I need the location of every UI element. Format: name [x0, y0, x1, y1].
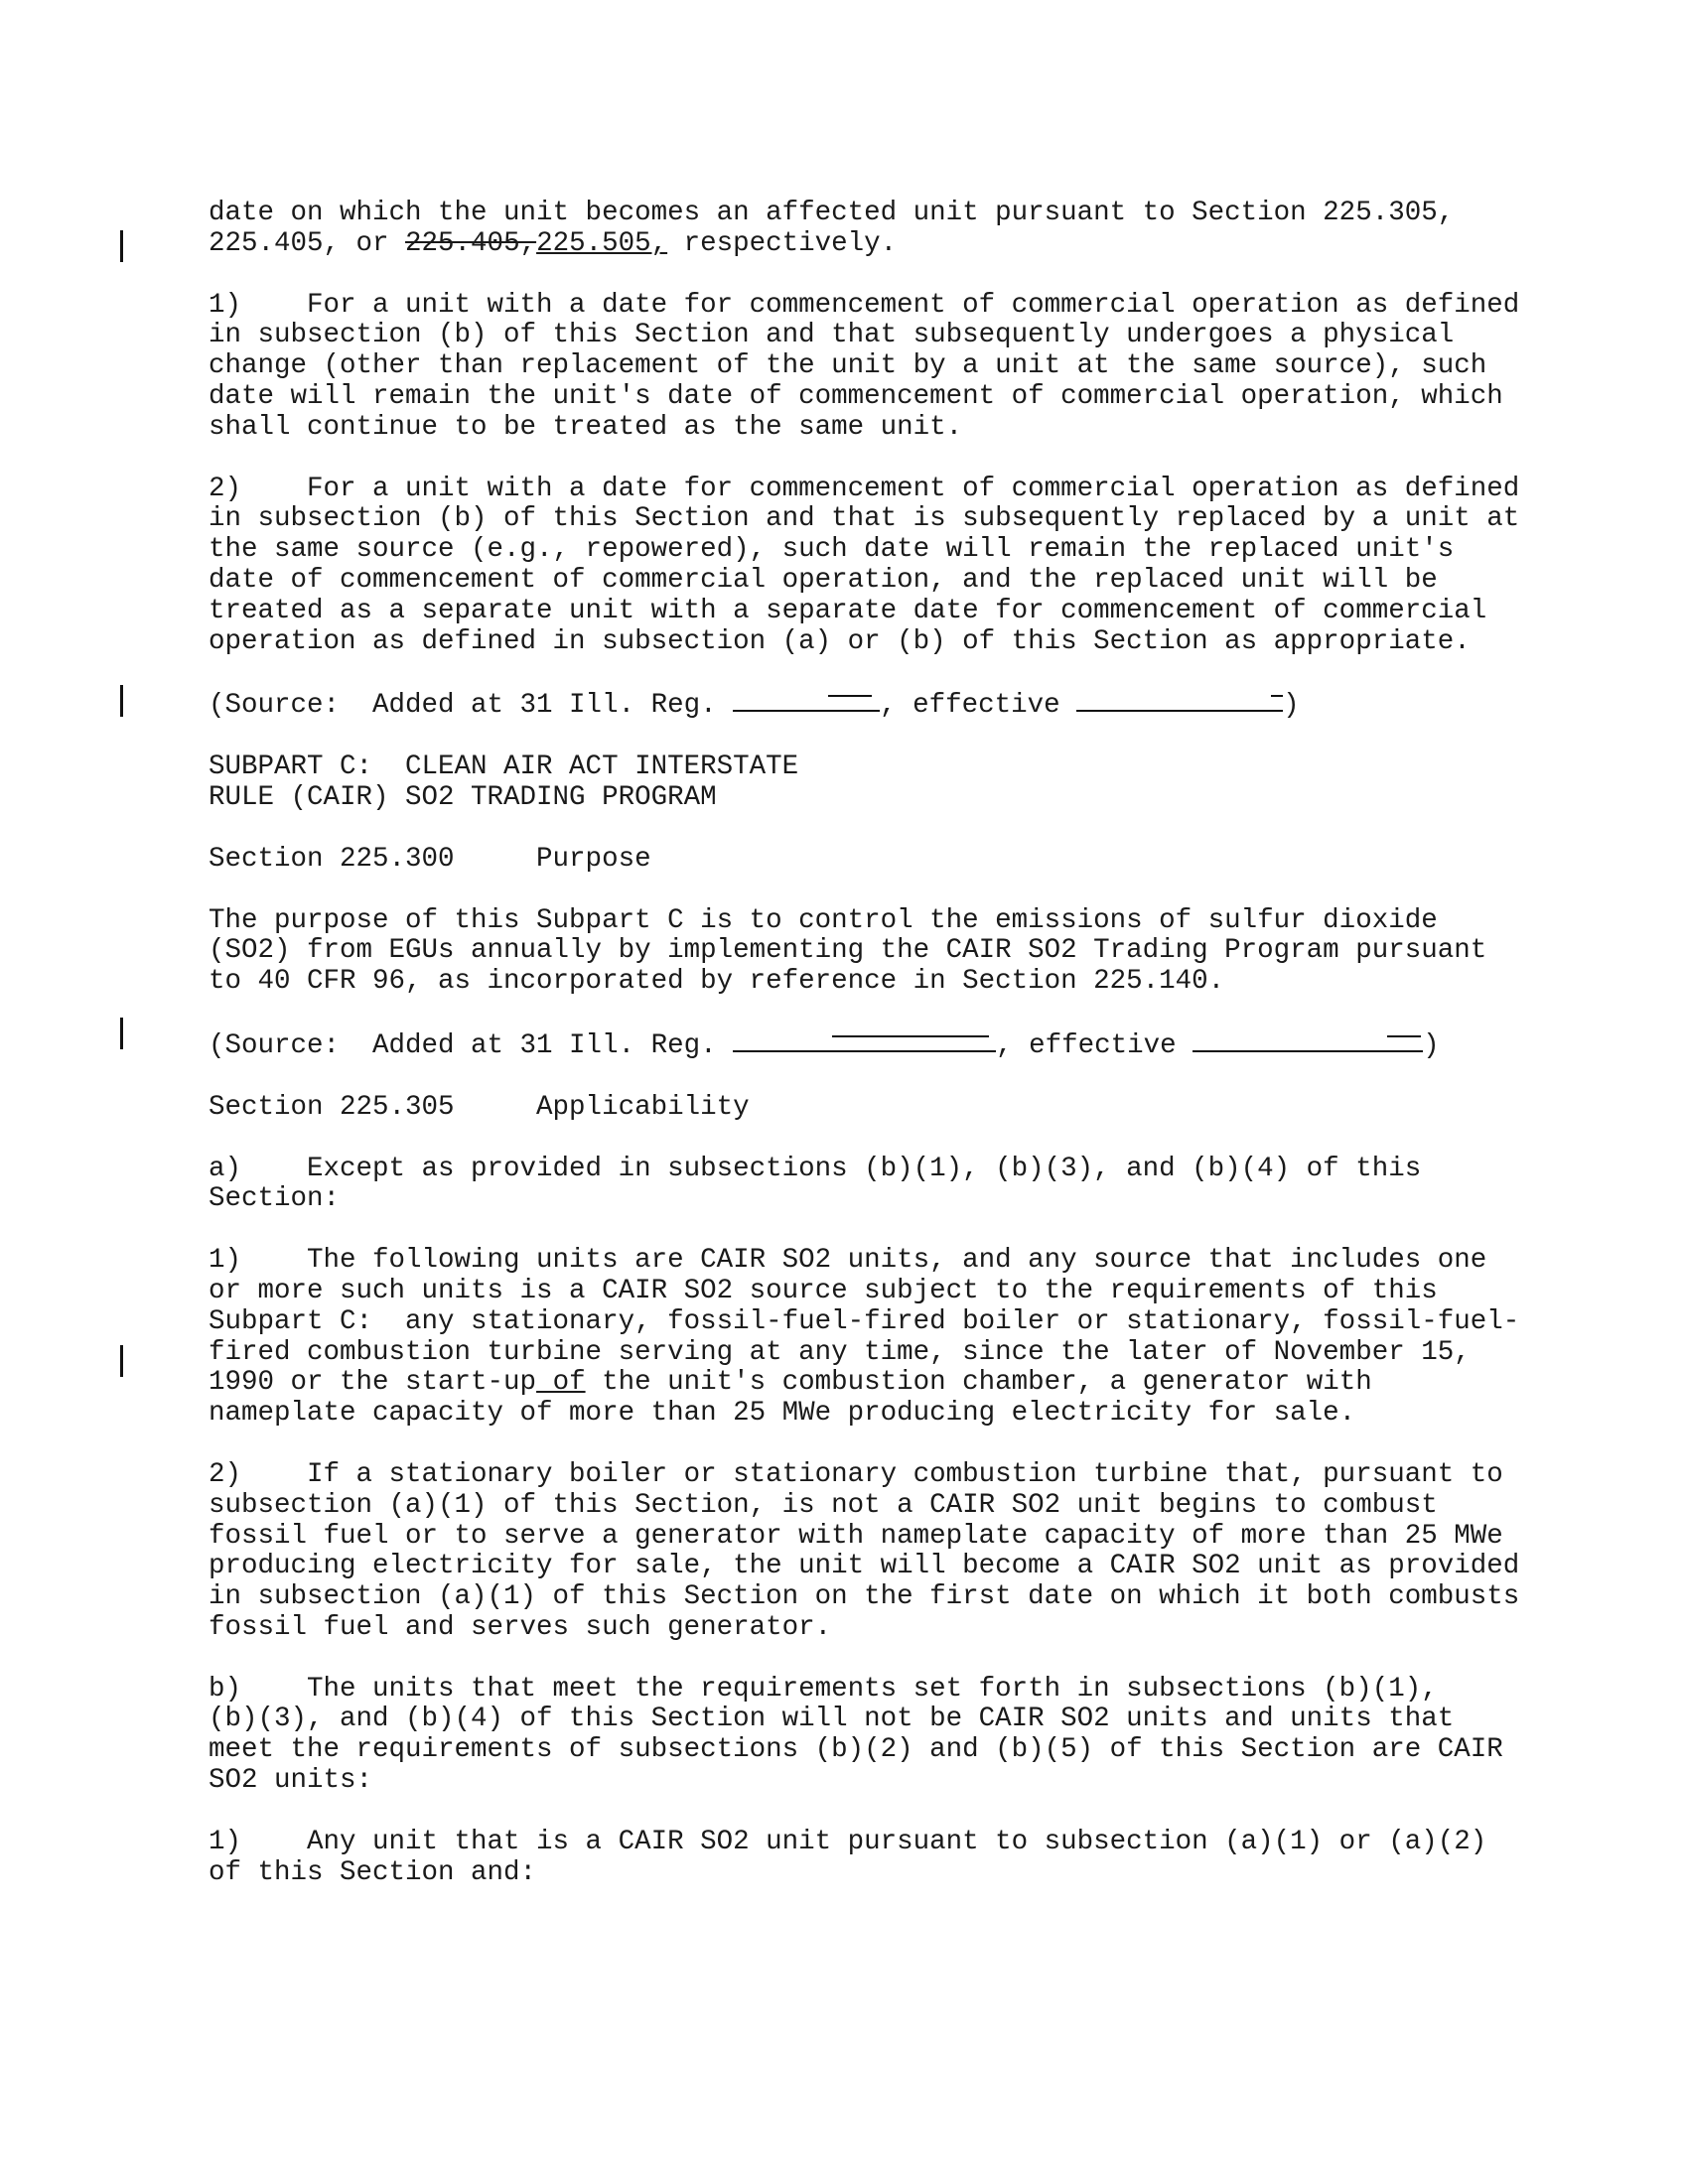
text-line: fired combustion turbine serving at any time, since the later of November 15, — [209, 1336, 1471, 1368]
blank-effective-date — [1193, 1028, 1423, 1052]
text-line — [209, 1028, 1539, 1062]
change-bar — [120, 1018, 123, 1049]
text-line: in subsection (b) of this Section and that subsequently undergoes a physical — [209, 320, 1455, 351]
text-span: , effective — [996, 1029, 1193, 1061]
section-heading-305 — [209, 1093, 1539, 1124]
paragraph-a — [209, 1155, 1539, 1216]
text-span: 1990 or the start-up — [209, 1367, 537, 1399]
text-line: in subsection (a)(1) of this Section on the first date on which it both combusts — [209, 1581, 1520, 1613]
text-line: to 40 CFR 96, as incorporated by reference in Section 225.140. — [209, 966, 1225, 998]
text-line: The purpose of this Subpart C is to control the emissions of sulfur dioxide — [209, 904, 1438, 936]
deleted-text: 225.405, — [405, 227, 537, 259]
section-heading-300 — [209, 845, 1539, 876]
change-bar — [120, 230, 123, 262]
blank-reg-issue — [733, 688, 880, 712]
source-note-2 — [209, 1028, 1539, 1062]
text-line: operation as defined in subsection (a) or (b) of this Section as appropriate. — [209, 625, 1471, 657]
change-bar — [120, 1345, 123, 1377]
text-line: the same source (e.g., repowered), such date will remain the replaced unit's — [209, 534, 1455, 566]
text-line: Subpart C: any stationary, fossil-fuel-fired boiler or stationary, fossil-fuel- — [209, 1305, 1520, 1337]
subpart-heading — [209, 752, 1539, 814]
text-line: RULE (CAIR) SO2 TRADING PROGRAM — [209, 781, 717, 813]
text-line: b) The units that meet the requirements set forth in subsections (b)(1), — [209, 1673, 1438, 1705]
paragraph-b1 — [209, 1828, 1539, 1889]
text-line: Section 225.300 Purpose — [209, 843, 651, 875]
paragraph-1 — [209, 291, 1539, 444]
text-line: change (other than replacement of the unit by a unit at the same source), such — [209, 350, 1487, 382]
text-line: of this Section and: — [209, 1856, 537, 1888]
paragraph-a1 — [209, 1246, 1539, 1430]
text-line: Section 225.305 Applicability — [209, 1091, 750, 1123]
text-line: fossil fuel and serves such generator. — [209, 1611, 832, 1643]
text-span: ) — [1283, 690, 1300, 722]
text-line: subsection (a)(1) of this Section, is not a CAIR SO2 unit begins to combust — [209, 1489, 1438, 1521]
text-line: 1) Any unit that is a CAIR SO2 unit pursuant to subsection (a)(1) or (a)(2) — [209, 1826, 1487, 1857]
document-page — [209, 199, 1539, 1919]
text-line — [209, 1368, 1539, 1399]
text-line: SO2 units: — [209, 1765, 373, 1797]
text-line: Section: — [209, 1183, 341, 1215]
inserted-text: of — [536, 1367, 586, 1399]
text-line: producing electricity for sale, the unit will become a CAIR SO2 unit as provided — [209, 1551, 1520, 1582]
text-line: treated as a separate unit with a separate date for commencement of commercial — [209, 595, 1487, 626]
paragraph-intro — [209, 199, 1539, 260]
text-line: (SO2) from EGUs annually by implementing the CAIR SO2 Trading Program pursuant — [209, 935, 1487, 967]
paragraph-purpose — [209, 906, 1539, 998]
text-span: the unit's combustion chamber, a generator with — [585, 1367, 1372, 1399]
text-line: or more such units is a CAIR SO2 source subject to the requirements of this — [209, 1275, 1438, 1306]
inserted-text: 225.505, — [536, 227, 668, 259]
text-line: in subsection (b) of this Section and that is subsequently replaced by a unit at — [209, 503, 1520, 535]
text-line: meet the requirements of subsections (b)(2) and (b)(5) of this Section are CAIR — [209, 1734, 1503, 1766]
blank-effective-date — [1076, 688, 1283, 712]
text-line: date will remain the unit's date of commencement of commercial operation, which — [209, 380, 1503, 412]
text-line: fossil fuel or to serve a generator with nameplate capacity of more than 25 MWe — [209, 1520, 1503, 1552]
text-line — [209, 229, 1539, 260]
text-line: 1) For a unit with a date for commencement of commercial operation as defined — [209, 289, 1520, 321]
text-line: nameplate capacity of more than 25 MWe producing electricity for sale. — [209, 1398, 1356, 1430]
text-line: date of commencement of commercial operation, and the replaced unit will be — [209, 564, 1438, 596]
source-note-1 — [209, 688, 1539, 722]
text-span: respectively. — [667, 227, 898, 259]
text-line: SUBPART C: CLEAN AIR ACT INTERSTATE — [209, 751, 799, 783]
change-bar — [120, 685, 123, 717]
text-span: , effective — [880, 690, 1077, 722]
blank-reg-issue — [733, 1028, 996, 1052]
text-span: ) — [1423, 1029, 1440, 1061]
text-span: 225.405, or — [209, 227, 406, 259]
text-line: 2) If a stationary boiler or stationary combustion turbine that, pursuant to — [209, 1458, 1503, 1490]
paragraph-2 — [209, 475, 1539, 658]
text-span: (Source: Added at 31 Ill. Reg. — [209, 690, 734, 722]
text-line: 1) The following units are CAIR SO2 units, and any source that includes one — [209, 1245, 1487, 1277]
text-line — [209, 688, 1539, 722]
text-line: 2) For a unit with a date for commencement of commercial operation as defined — [209, 473, 1520, 504]
paragraph-b — [209, 1675, 1539, 1797]
text-line: (b)(3), and (b)(4) of this Section will not be CAIR SO2 units and units that — [209, 1704, 1455, 1735]
text-line: a) Except as provided in subsections (b)(1), (b)(3), and (b)(4) of this — [209, 1153, 1422, 1184]
paragraph-a2 — [209, 1460, 1539, 1644]
text-line: date on which the unit becomes an affected unit pursuant to Section 225.305, — [209, 198, 1455, 228]
text-line: shall continue to be treated as the same unit. — [209, 411, 963, 443]
text-span: (Source: Added at 31 Ill. Reg. — [209, 1029, 734, 1061]
